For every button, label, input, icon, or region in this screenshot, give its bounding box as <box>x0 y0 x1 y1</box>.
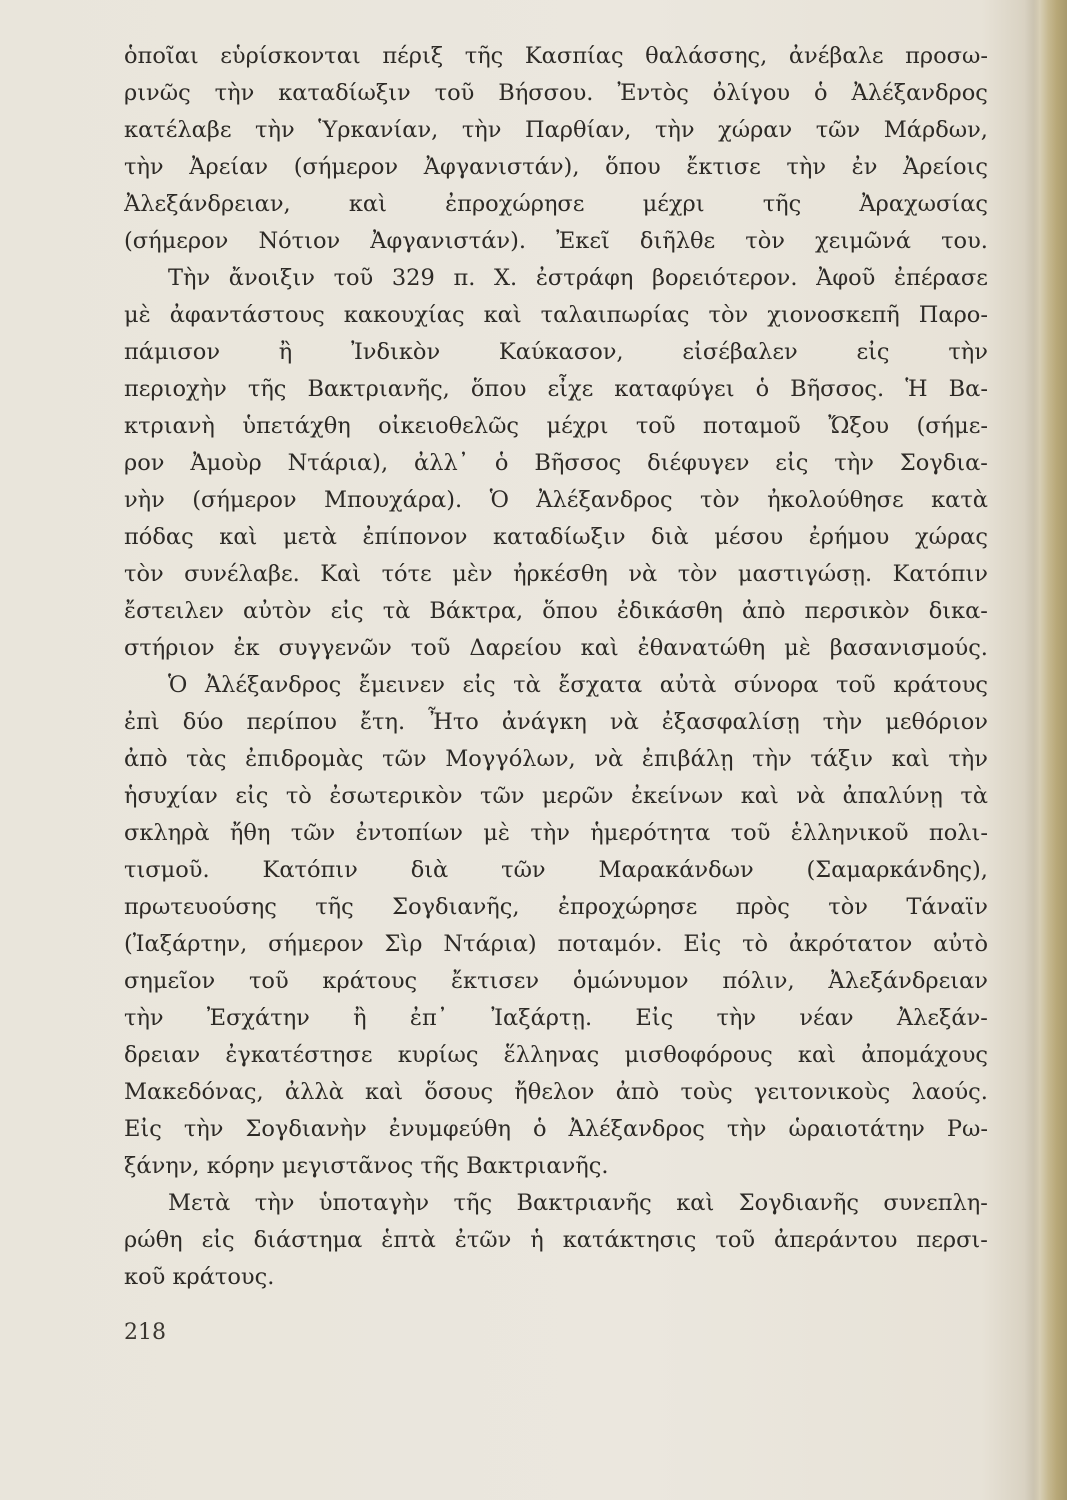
text-line: (Ἰαξάρτην, σήμερον Σὶρ Ντάρια) ποταμόν. Εἰς τὸ ἀκρότατον αὐτὸ <box>124 931 988 957</box>
text-line: τὴν Ἀρείαν (σήμερον Ἀφγανιστάν), ὅπου ἔκτισε τὴν ἐν Ἀρείοις <box>124 154 988 180</box>
text-line: Μακεδόνας, ἀλλὰ καὶ ὅσους ἤθελον ἀπὸ τοὺς γειτονικοὺς λαούς. <box>124 1079 988 1105</box>
text-line: Εἰς τὴν Σογδιανὴν ἐνυμφεύθη ὁ Ἀλέξανδρος τὴν ὡραιοτάτην Ρω- <box>124 1116 988 1142</box>
text-line: σημεῖον τοῦ κράτους ἔκτισεν ὁμώνυμον πόλιν, Ἀλεξάνδρειαν <box>124 968 988 994</box>
text-line: πόδας καὶ μετὰ ἐπίπονον καταδίωξιν διὰ μέσου ἐρήμου χώρας <box>124 524 988 550</box>
text-line: ρον Ἀμοὺρ Ντάρια), ἀλλ᾽ ὁ Βῆσσος διέφυγεν εἰς τὴν Σογδια- <box>124 450 988 476</box>
text-line: Μετὰ τὴν ὑποταγὴν τῆς Βακτριανῆς καὶ Σογδιανῆς συνεπλη- <box>168 1190 988 1216</box>
text-line: περιοχὴν τῆς Βακτριανῆς, ὅπου εἶχε καταφύγει ὁ Βῆσσος. Ἡ Βα- <box>124 376 988 402</box>
text-line: πρωτευούσης τῆς Σογδιανῆς, ἐπροχώρησε πρὸς τὸν Τάναϊν <box>124 894 988 920</box>
text-line: Ὁ Ἀλέξανδρος ἔμεινεν εἰς τὰ ἔσχατα αὐτὰ σύνορα τοῦ κράτους <box>168 672 988 698</box>
text-line: πάμισον ἢ Ἰνδικὸν Καύκασον, εἰσέβαλεν εἰς τὴν <box>124 339 988 365</box>
text-line: μὲ ἀφαντάστους κακουχίας καὶ ταλαιπωρίας τὸν χιονοσκεπῆ Παρο- <box>124 302 988 328</box>
text-line: ξάνην, κόρην μεγιστᾶνος τῆς Βακτριανῆς. <box>124 1153 609 1179</box>
text-line: ρινῶς τὴν καταδίωξιν τοῦ Βήσσου. Ἐντὸς ὀλίγου ὁ Ἀλέξανδρος <box>124 80 988 106</box>
text-line: ἐπὶ δύο περίπου ἔτη. Ἦτο ἀνάγκη νὰ ἐξασφαλίσῃ τὴν μεθόριον <box>124 709 988 735</box>
text-line: ἔστειλεν αὐτὸν εἰς τὰ Βάκτρα, ὅπου ἐδικάσθη ἀπὸ περσικὸν δικα- <box>124 598 988 624</box>
text-line: τὸν συνέλαβε. Καὶ τότε μὲν ἠρκέσθη νὰ τὸν μαστιγώσῃ. Κατόπιν <box>124 561 988 587</box>
text-line: κτριανὴ ὑπετάχθη οἰκειοθελῶς μέχρι τοῦ ποταμοῦ Ὤξου (σήμε- <box>124 413 988 439</box>
text-line: ἡσυχίαν εἰς τὸ ἐσωτερικὸν τῶν μερῶν ἐκείνων καὶ νὰ ἀπαλύνῃ τὰ <box>124 783 988 809</box>
text-line: (σήμερον Νότιον Ἀφγανιστάν). Ἐκεῖ διῆλθε τὸν χειμῶνά του. <box>124 228 988 254</box>
text-line: δρειαν ἐγκατέστησε κυρίως ἕλληνας μισθοφόρους καὶ ἀπομάχους <box>124 1042 988 1068</box>
text-line: ρώθη εἰς διάστημα ἑπτὰ ἐτῶν ἡ κατάκτησις τοῦ ἀπεράντου περσι- <box>124 1227 988 1253</box>
text-line: σκληρὰ ἤθη τῶν ἐντοπίων μὲ τὴν ἡμερότητα τοῦ ἑλληνικοῦ πολι- <box>124 820 988 846</box>
text-line: ὁποῖαι εὑρίσκονται πέριξ τῆς Κασπίας θαλάσσης, ἀνέβαλε προσω- <box>124 43 988 69</box>
text-line: κοῦ κράτους. <box>124 1264 275 1290</box>
page-number: 218 <box>124 1320 166 1345</box>
text-line: τισμοῦ. Κατόπιν διὰ τῶν Μαρακάνδων (Σαμαρκάνδης), <box>124 857 988 883</box>
text-line: τὴν Ἐσχάτην ἢ ἐπ᾽ Ἰαξάρτῃ. Εἰς τὴν νέαν Ἀλεξάν- <box>124 1005 988 1031</box>
body-text <box>124 38 988 1296</box>
text-line: Ἀλεξάνδρειαν, καὶ ἐπροχώρησε μέχρι τῆς Ἀραχωσίας <box>124 191 988 217</box>
text-line: στήριον ἐκ συγγενῶν τοῦ Δαρείου καὶ ἐθανατώθη μὲ βασανισμούς. <box>124 635 988 661</box>
text-line: κατέλαβε τὴν Ὑρκανίαν, τὴν Παρθίαν, τὴν χώραν τῶν Μάρδων, <box>124 117 988 143</box>
text-line: νὴν (σήμερον Μπουχάρα). Ὁ Ἀλέξανδρος τὸν ἠκολούθησε κατὰ <box>124 487 988 513</box>
text-line: ἀπὸ τὰς ἐπιδρομὰς τῶν Μογγόλων, νὰ ἐπιβάλῃ τὴν τάξιν καὶ τὴν <box>124 746 988 772</box>
text-line: Τὴν ἄνοιξιν τοῦ 329 π. Χ. ἐστράφη βορειότερον. Ἀφοῦ ἐπέρασε <box>168 265 988 291</box>
book-spine-shadow <box>1033 0 1067 1500</box>
